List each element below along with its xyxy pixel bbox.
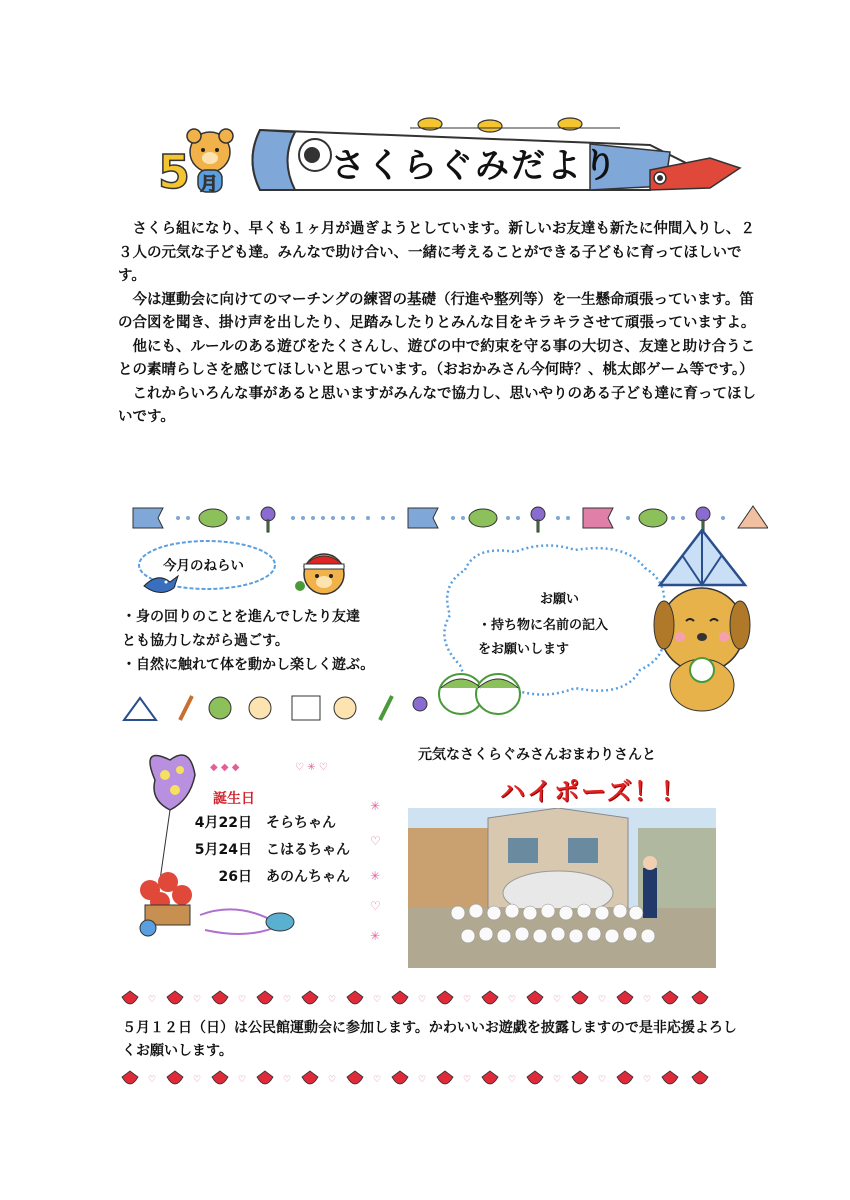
birthday-name: そらちゃん [266,815,336,831]
birthday-date: 26日 [218,869,252,885]
photo-headline: ハイポーズ！！ [500,777,688,806]
svg-text:♡: ♡ [598,995,607,1005]
svg-text:♡: ♡ [463,995,472,1005]
birthday-entry [168,810,350,837]
aim-item: ・自然に触れて体を動かし楽しく遊ぶ。 [122,657,375,673]
svg-text:♡: ♡ [148,995,157,1005]
aim-item: ・身の回りのことを進んでしたり友達 [122,609,360,625]
intro-text [118,218,758,430]
aim-title: 今月のねらい [163,558,244,574]
intro-paragraph: 他にも、ルールのある遊びをたくさんし、遊びの中で約束を守る事の大切さ、友達と助け合うことの素晴らしさを感じてほしいと思っています。（おおかみさん今何時？、桃太郎ゲーム等です。） [118,338,756,378]
aim-item: とも協力しながら過ごす。 [122,633,289,649]
svg-text:♡: ♡ [283,995,292,1005]
page-title: さくらぐみだより [331,146,619,186]
banner-icon [292,696,320,720]
kashiwa-mochi-icon [436,662,526,720]
svg-text:♡: ♡ [193,1075,202,1085]
flute-icon [380,696,392,720]
svg-text:♡: ♡ [193,995,202,1005]
svg-text:♡: ♡ [328,995,337,1005]
birthday-name: こはるちゃん [266,842,350,858]
birthday-list [168,810,350,891]
birthday-name: あのんちゃん [266,869,350,885]
birthday-entry [168,837,350,864]
birthday-date: 5月24日 [194,842,252,858]
svg-text:♡: ♡ [370,899,381,913]
svg-text:✳: ✳ [370,799,381,813]
kashiwa-mochi-icon [209,697,231,719]
svg-text:♡: ♡ [238,1075,247,1085]
birthday-title: 誕生日 [213,791,255,807]
svg-text:✳: ✳ [370,869,381,883]
svg-text:◆ ◆ ◆: ◆ ◆ ◆ [210,762,240,773]
photo-caption: 元気なさくらぐみさんおまわりさんと [418,747,656,763]
aim-list [122,605,422,677]
child-face-icon [334,697,356,719]
svg-text:♡: ♡ [643,995,652,1005]
decorative-border-strawberries [120,985,720,1011]
svg-text:♡: ♡ [283,1075,292,1085]
child-face-icon [249,697,271,719]
svg-text:月: 月 [200,174,218,195]
svg-text:♡: ♡ [373,995,382,1005]
group-photo [408,808,716,968]
bear-icon [292,538,357,603]
svg-text:♡: ♡ [418,995,427,1005]
svg-text:♡ ✳ ♡: ♡ ✳ ♡ [295,762,328,773]
dog-with-kabuto-icon [640,525,765,715]
svg-text:♡: ♡ [373,1075,382,1085]
request-title: お願い [540,592,580,607]
svg-text:✳: ✳ [370,929,381,943]
swallow-icon [140,568,180,602]
svg-text:♡: ♡ [238,995,247,1005]
svg-text:♡: ♡ [643,1075,652,1085]
svg-text:♡: ♡ [418,1075,427,1085]
strawberry-icon [122,1071,708,1084]
svg-text:♡: ♡ [553,995,562,1005]
svg-text:♡: ♡ [508,1075,517,1085]
birthday-date: 4月22日 [194,815,252,831]
svg-text:♡: ♡ [328,1075,337,1085]
request-line: をお願いします [478,642,570,657]
bird-icon [266,913,294,931]
arrow-icon [180,696,192,720]
svg-text:5: 5 [158,145,191,199]
svg-text:♡: ♡ [148,1075,157,1085]
svg-text:♡: ♡ [598,1075,607,1085]
request-line: ・持ち物に名前の記入 [478,618,609,633]
svg-text:♡: ♡ [370,834,381,848]
intro-paragraph: これからいろんな事があると思いますがみんなで協力し、思いやりのある子ども達に育ってほしいです。 [118,385,756,425]
svg-text:♡: ♡ [508,995,517,1005]
decorative-border-festival-items [120,690,440,725]
birthday-entry [168,864,350,891]
event-notice: ５月１２日（日）は公民館運動会に参加します。かわいいお遊戯を披露しますので是非応援よろしくお願いします。 [122,1020,737,1059]
intro-paragraph: 今は運動会に向けてのマーチングの練習の基礎（行進や整列等）を一生懸命頑張っています。笛の合図を聞き、掛け声を出したり、足踏みしたりとみんな目をキラキラさせて頑張っていますよ。 [118,291,756,331]
kabuto-icon [124,698,156,720]
decorative-border-strawberries [120,1065,720,1091]
svg-text:♡: ♡ [553,1075,562,1085]
heart-balloon-icon [150,755,195,810]
svg-text:♡: ♡ [463,1075,472,1085]
strawberry-icon [122,991,708,1004]
iris-icon [413,697,427,711]
intro-paragraph: さくら組になり、早くも１ヶ月が過ぎようとしています。新しいお友達も新たに仲間入りし、２３人の元気な子ども達。みんなで助け合い、一緒に考えることができる子どもに育ってほしいです。 [118,221,755,284]
